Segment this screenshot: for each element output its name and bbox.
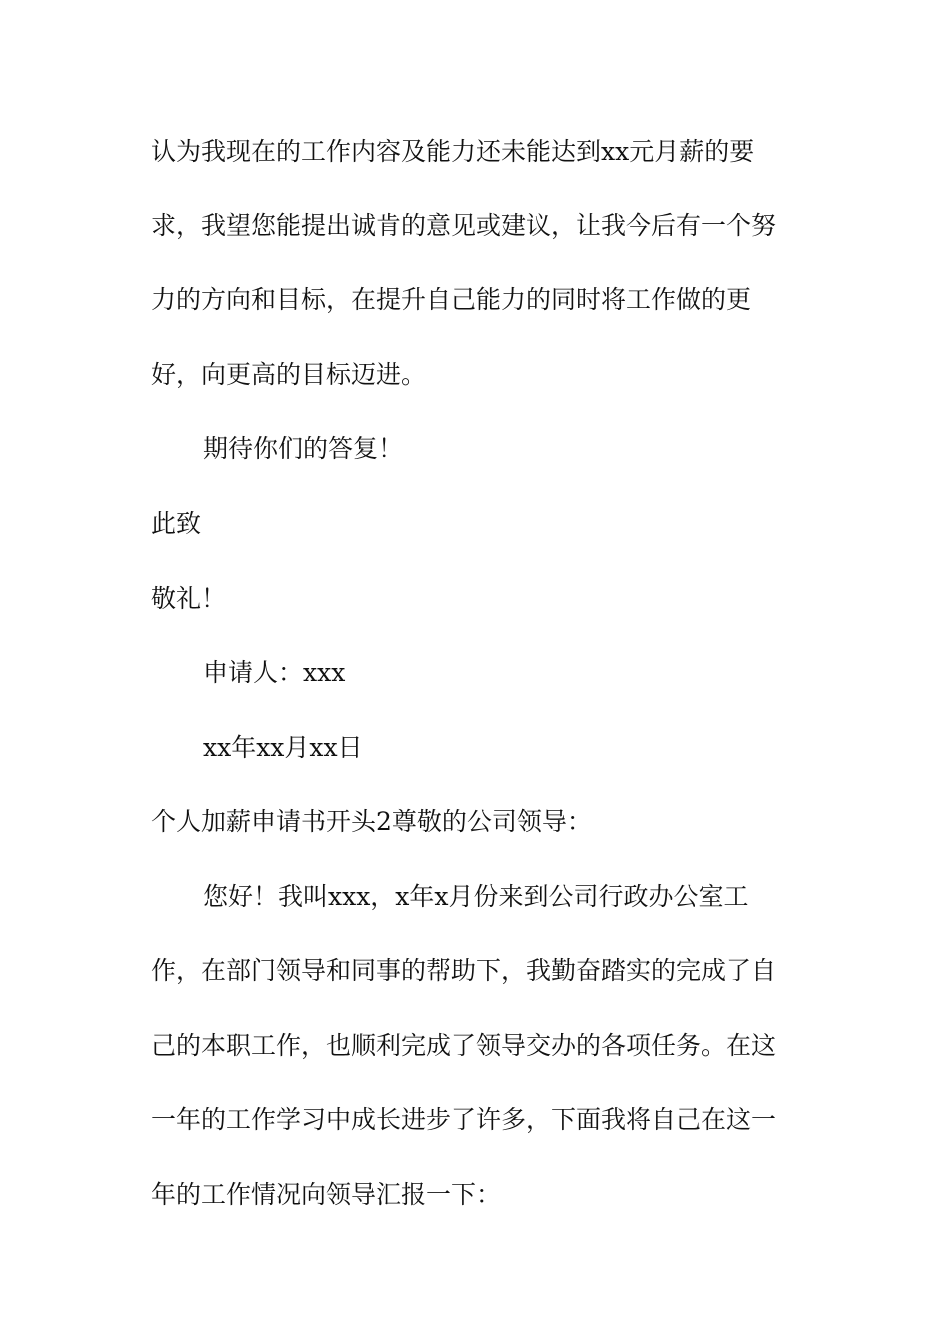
salutation-line: 敬礼！ — [151, 584, 227, 613]
paragraph-line: 好，向更高的目标迈进。 — [151, 360, 427, 389]
applicant-line: 申请人：xxx — [203, 658, 346, 687]
paragraph-line: 年的工作情况向领导汇报一下： — [151, 1180, 502, 1209]
paragraph-line: 一年的工作学习中成长进步了许多，下面我将自己在这一 — [151, 1105, 777, 1134]
paragraph-line: 力的方向和目标，在提升自己能力的同时将工作做的更 — [151, 285, 752, 314]
paragraph-line: 求，我望您能提出诚肯的意见或建议，让我今后有一个努 — [151, 211, 777, 240]
paragraph-line: 己的本职工作，也顺利完成了领导交办的各项任务。在这 — [151, 1031, 777, 1060]
paragraph-line: 认为我现在的工作内容及能力还未能达到xx元月薪的要 — [151, 137, 755, 166]
section-heading: 个人加薪申请书开头2尊敬的公司领导： — [151, 807, 592, 836]
salutation-line: 此致 — [151, 509, 202, 538]
closing-line: 期待你们的答复！ — [203, 434, 404, 463]
date-line: xx年xx月xx日 — [203, 733, 363, 762]
paragraph-line: 您好！我叫xxx，x年x月份来到公司行政办公室工 — [203, 882, 749, 911]
paragraph-line: 作，在部门领导和同事的帮助下，我勤奋踏实的完成了自 — [151, 956, 777, 985]
